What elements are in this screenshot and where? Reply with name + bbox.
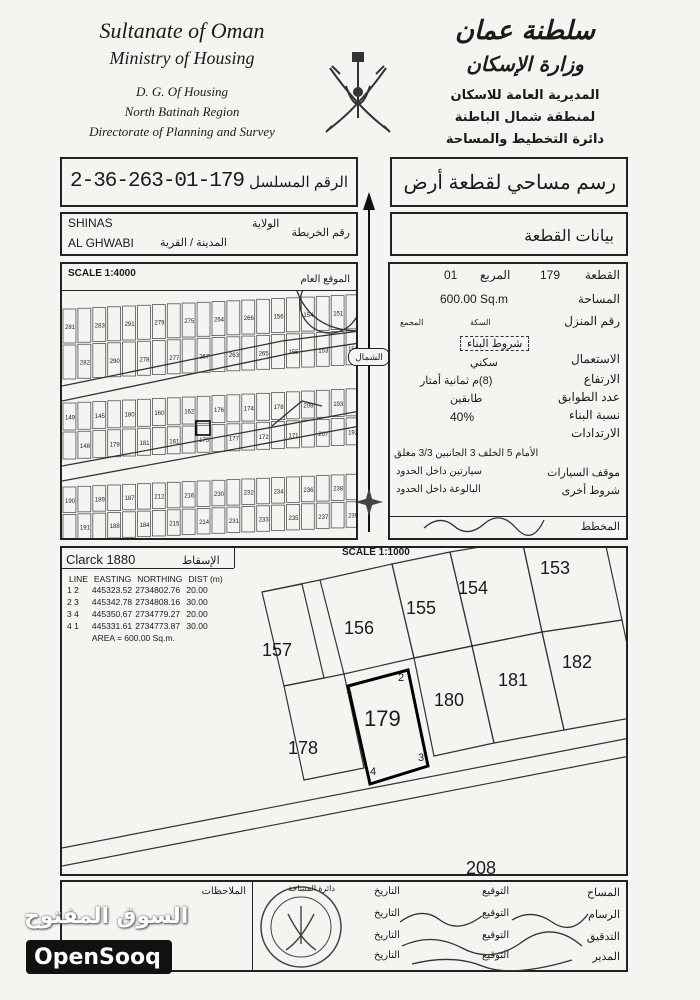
site-map-lot-label: 208 bbox=[303, 403, 314, 410]
site-map-lot-label: 234 bbox=[273, 489, 284, 496]
site-map-lot-label: 264 bbox=[214, 317, 225, 324]
notes-label: الملاحظات bbox=[201, 886, 246, 897]
site-map-parcel bbox=[197, 481, 210, 507]
height-value: (8)م ثمانية أمتار bbox=[420, 375, 493, 387]
header-en-sub-2: North Batinah Region bbox=[124, 104, 240, 119]
lot-label: 208 bbox=[466, 858, 497, 876]
corner-2: 2 bbox=[398, 672, 405, 684]
official-stamp bbox=[258, 884, 344, 970]
planner-signature bbox=[420, 512, 550, 536]
plot-data-title-box bbox=[390, 212, 628, 256]
cell: 30.00 bbox=[186, 621, 208, 631]
site-map-parcel bbox=[301, 420, 314, 447]
serial-number-box bbox=[60, 157, 358, 207]
date-col-label: التاريخ bbox=[374, 886, 400, 897]
general-map-title: الموقع العام bbox=[300, 274, 350, 285]
opensooq-logo-text: OpenSooq bbox=[34, 945, 161, 970]
site-map-lot-label: 175 bbox=[199, 437, 210, 444]
site-map-lot-label: 172 bbox=[258, 434, 269, 441]
site-map-lot-label: 267 bbox=[199, 354, 210, 361]
site-map-lot-label: 265 bbox=[258, 351, 269, 358]
coordinate-table-header bbox=[66, 574, 226, 584]
site-map-parcel bbox=[316, 390, 329, 417]
signature-col-label: التوقيع bbox=[482, 950, 510, 961]
site-map-lot-label: 212 bbox=[154, 494, 165, 501]
lot-label: 178 bbox=[288, 738, 319, 758]
document-title: رسم مساحي لقطعة أرض bbox=[403, 172, 616, 194]
projection-label: الإسقاط bbox=[182, 555, 220, 567]
site-map-lot-label: 174 bbox=[243, 406, 254, 413]
site-map-lot-label: 160 bbox=[154, 411, 165, 418]
site-map-parcel bbox=[182, 509, 195, 535]
site-map-lot-label: 188 bbox=[109, 524, 120, 531]
area-value: 600.00 Sq.m bbox=[440, 292, 509, 306]
site-map-lot-label: 153 bbox=[318, 348, 329, 355]
lot-label: 155 bbox=[406, 598, 437, 618]
header-en-ministry: Ministry of Housing bbox=[109, 48, 255, 68]
site-map-parcel bbox=[242, 506, 255, 532]
site-map-parcel bbox=[123, 429, 136, 456]
site-map-lot-label: 281 bbox=[65, 325, 76, 331]
cell: 2734779.27 bbox=[135, 609, 181, 619]
site-map-lot-label: 148 bbox=[79, 443, 90, 450]
site-map-parcel bbox=[212, 508, 225, 534]
site-map-parcel bbox=[197, 302, 210, 336]
corner-4: 4 bbox=[370, 766, 377, 778]
plot-number-value: 179 bbox=[540, 268, 561, 282]
table-row bbox=[66, 632, 226, 644]
area-label: المساحة bbox=[577, 292, 620, 306]
parking-value: سيارتين داخل الحدود bbox=[396, 466, 483, 477]
site-map-lot-label: 266 bbox=[243, 316, 254, 323]
site-map-parcel bbox=[108, 485, 121, 511]
signature-col-label: التوقيع bbox=[482, 930, 510, 941]
drafter-label: الرسام bbox=[588, 909, 620, 921]
plot-number-label: القطعة bbox=[584, 268, 620, 282]
general-map-scale: SCALE 1:4000 bbox=[68, 268, 136, 279]
col-northing: NORTHING bbox=[137, 574, 183, 584]
site-map-lot-label: 187 bbox=[124, 496, 135, 503]
header-ar-sub-2: لمنطقة شمال الباطنة bbox=[454, 110, 596, 125]
col-line: LINE bbox=[69, 574, 88, 584]
site-map-lot-label: 215 bbox=[169, 521, 180, 528]
block-value: 01 bbox=[444, 268, 458, 282]
checker-label: التدقيق bbox=[586, 931, 620, 943]
site-map-parcel bbox=[167, 304, 180, 338]
site-map-lot-label: 156 bbox=[273, 314, 284, 321]
site-map-lot-label: 193 bbox=[333, 402, 344, 409]
surveyor-label: المساح bbox=[586, 887, 620, 899]
director-label: المدير bbox=[592, 951, 620, 963]
site-map-parcel bbox=[331, 332, 344, 366]
site-map-parcel bbox=[272, 335, 285, 369]
site-map-parcel bbox=[78, 486, 91, 512]
coordinate-table bbox=[66, 574, 226, 644]
header-en-sub-3: Directorate of Planning and Survey bbox=[89, 124, 275, 139]
site-map-parcel bbox=[287, 477, 300, 503]
site-map-parcel bbox=[272, 505, 285, 531]
site-map-parcel bbox=[242, 336, 255, 370]
table-row bbox=[66, 620, 226, 632]
header-ar-title: سلطنة عمان bbox=[454, 16, 596, 46]
site-map-lot-label: 232 bbox=[243, 490, 254, 497]
site-map-lot-label: 282 bbox=[79, 360, 90, 367]
floors-value: طابقين bbox=[450, 393, 483, 405]
table-row bbox=[66, 596, 226, 608]
site-map-parcel bbox=[227, 301, 240, 335]
site-map-parcel bbox=[93, 513, 106, 539]
site-map-lot-label: 155 bbox=[288, 349, 299, 356]
site-map-lot-label: 283 bbox=[94, 323, 105, 330]
site-map-lot-label: 179 bbox=[109, 442, 120, 449]
cell: 30.00 bbox=[186, 597, 208, 607]
site-map-parcel bbox=[78, 308, 91, 342]
date-col-label: التاريخ bbox=[374, 930, 400, 941]
header-ar-ministry: وزارة الإسكان bbox=[466, 52, 584, 76]
building-conditions-title: شروط البناء bbox=[460, 336, 529, 351]
use-value: سكني bbox=[470, 357, 498, 369]
site-map-lot-label: 191 bbox=[79, 525, 90, 532]
map-number-label: رقم الخريطة bbox=[291, 227, 350, 239]
setbacks-value: الأمام 5 الخلف 3 الجانبين 3/3 مغلق bbox=[394, 448, 539, 459]
col-easting: EASTING bbox=[93, 574, 132, 584]
parking-label: موقف السيارات bbox=[547, 467, 620, 479]
lot-label: 157 bbox=[262, 640, 293, 660]
site-map-parcel bbox=[152, 510, 165, 536]
site-map-lot-label: 291 bbox=[124, 322, 135, 329]
detail-plan-scale: SCALE 1:1000 bbox=[342, 547, 410, 558]
site-map-parcel bbox=[138, 484, 151, 510]
subject-plot-label: 179 bbox=[364, 706, 401, 731]
site-map-lot-label: 277 bbox=[169, 355, 180, 362]
cell: 3 4 bbox=[67, 609, 79, 619]
serial-number-label: الرقم المسلسل bbox=[249, 174, 348, 191]
site-map-lot-label: 235 bbox=[288, 516, 299, 523]
other-conditions-label: شروط أخرى bbox=[561, 485, 620, 497]
site-map-parcel bbox=[167, 398, 180, 425]
lot-label: 181 bbox=[498, 670, 529, 690]
lot-label: 156 bbox=[344, 618, 375, 638]
area-total: AREA = 600.00 Sq.m. bbox=[91, 633, 175, 643]
site-map-parcel bbox=[123, 512, 136, 538]
detail-plan bbox=[60, 546, 628, 876]
site-map-lot-label: 161 bbox=[169, 439, 180, 446]
site-map-lot-label: 263 bbox=[228, 352, 239, 359]
site-map-lot-label: 231 bbox=[228, 518, 239, 525]
north-label: الشمال bbox=[348, 348, 390, 366]
complex-label: المجمع bbox=[400, 318, 424, 327]
floors-label: عدد الطوابق bbox=[558, 390, 620, 404]
site-map-parcel bbox=[93, 431, 106, 458]
site-map-lot-label: 171 bbox=[288, 433, 299, 440]
site-map-parcel bbox=[287, 298, 300, 332]
cell: 2734773.87 bbox=[135, 621, 181, 631]
cell: 2734802.76 bbox=[135, 585, 181, 595]
site-map-lot-label: 230 bbox=[214, 492, 225, 499]
lot-label: 182 bbox=[562, 652, 593, 672]
site-map-drawing bbox=[62, 291, 358, 540]
village-value: AL GHWABI bbox=[68, 236, 134, 250]
site-map-lot-label: 178 bbox=[273, 405, 284, 412]
building-ratio-value: 40% bbox=[450, 410, 475, 424]
header-ar-sub-1: المديرية العامة للاسكان bbox=[450, 88, 600, 103]
cell: 1 2 bbox=[67, 585, 79, 595]
height-label: الارتفاع bbox=[583, 372, 620, 386]
site-map-lot-label: 189 bbox=[94, 497, 105, 504]
other-conditions-value: البالوعة داخل الحدود bbox=[396, 484, 481, 495]
datum-label: Clarck 1880 bbox=[66, 552, 136, 567]
site-map-lot-label: 190 bbox=[65, 498, 76, 505]
site-map-lot-label: 216 bbox=[184, 493, 195, 500]
cell: 20.00 bbox=[186, 585, 208, 595]
plot-info-box bbox=[388, 262, 628, 540]
corner-1: 1 bbox=[346, 684, 353, 696]
site-map-lot-label: 236 bbox=[303, 488, 314, 495]
watermark-arabic: السوق المفتوح bbox=[24, 904, 189, 929]
site-map-lot-label: 278 bbox=[139, 357, 150, 364]
site-map-lot-label: 180 bbox=[124, 412, 135, 419]
table-row bbox=[66, 584, 226, 596]
house-number-label: رقم المنزل bbox=[564, 314, 620, 328]
lot-label: 153 bbox=[540, 558, 571, 578]
site-map-lot-label: 145 bbox=[94, 414, 105, 421]
header-ar-sub-3: دائرة التخطيط والمساحة bbox=[445, 132, 605, 147]
signature-col-label: التوقيع bbox=[482, 886, 510, 897]
table-row bbox=[66, 608, 226, 620]
site-map-lot-label: 181 bbox=[139, 440, 150, 447]
site-map-parcel bbox=[63, 432, 76, 459]
site-map-parcel bbox=[63, 515, 76, 541]
site-map-lot-label: 238 bbox=[333, 486, 344, 493]
site-map-parcel bbox=[108, 401, 121, 428]
site-map-parcel bbox=[167, 482, 180, 508]
handwritten-signatures bbox=[392, 902, 592, 972]
site-map-parcel bbox=[227, 480, 240, 506]
cell: 2734808.16 bbox=[135, 597, 181, 607]
site-map-parcel bbox=[257, 478, 270, 504]
stamp-text: دائرة المساحة bbox=[288, 884, 335, 893]
site-map-parcel bbox=[152, 341, 165, 375]
header-en-sub-1: D. G. Of Housing bbox=[135, 84, 229, 99]
date-col-label: التاريخ bbox=[374, 908, 400, 919]
site-map-lot-label: 275 bbox=[184, 319, 195, 326]
site-map-lot-label: 279 bbox=[154, 320, 165, 327]
north-arrow-icon bbox=[352, 192, 386, 542]
site-map-parcel bbox=[316, 476, 329, 502]
site-map-lot-label: 177 bbox=[228, 436, 239, 443]
site-map-lot-label: 176 bbox=[214, 408, 225, 415]
cell: 4 1 bbox=[67, 621, 79, 631]
general-site-map bbox=[60, 262, 358, 540]
use-label: الاستعمال bbox=[571, 352, 620, 366]
block-label: المربع bbox=[480, 268, 511, 282]
site-map-parcel bbox=[138, 305, 151, 339]
site-map-parcel bbox=[301, 504, 314, 529]
signature-col-label: التوقيع bbox=[482, 908, 510, 919]
cell: 445342.78 bbox=[91, 597, 133, 607]
opensooq-badge bbox=[26, 940, 172, 974]
village-label: المدينة / القرية bbox=[160, 237, 227, 249]
lot-label: 154 bbox=[458, 578, 489, 598]
site-map-parcel bbox=[78, 402, 91, 429]
site-map-lot-label: 290 bbox=[109, 358, 120, 365]
site-map-parcel bbox=[331, 419, 344, 446]
cell: 445331.61 bbox=[91, 621, 133, 631]
site-map-lot-label: 207 bbox=[318, 431, 329, 438]
cell: 2 3 bbox=[67, 597, 79, 607]
document-title-box bbox=[390, 157, 628, 207]
site-map-parcel bbox=[197, 396, 210, 423]
header-en-title: Sultanate of Oman bbox=[99, 18, 265, 43]
site-map-lot-label: 162 bbox=[184, 409, 195, 416]
col-distance: DIST (m) bbox=[188, 574, 223, 584]
site-map-parcel bbox=[227, 395, 240, 422]
site-map-lot-label: 151 bbox=[333, 311, 344, 318]
cell: 445323.52 bbox=[91, 585, 133, 595]
site-map-parcel bbox=[152, 428, 165, 455]
national-emblem-icon bbox=[318, 48, 398, 140]
site-map-lot-label: 239 bbox=[348, 513, 359, 520]
serial-number-value: 2-36-263-01-179 bbox=[70, 170, 245, 193]
wilayat-value: SHINAS bbox=[68, 216, 113, 230]
site-map-lot-label: 192 bbox=[348, 430, 359, 437]
cell: 20.00 bbox=[186, 609, 208, 619]
site-map-lot-label: 184 bbox=[139, 522, 150, 529]
site-map-parcel bbox=[138, 399, 151, 426]
building-ratio-label: نسبة البناء bbox=[569, 408, 620, 422]
cell: 445350.67 bbox=[91, 609, 133, 619]
site-map-lot-label: 149 bbox=[65, 415, 76, 422]
site-map-parcel bbox=[63, 345, 76, 379]
site-map-parcel bbox=[93, 344, 106, 378]
site-map-lot-label: 237 bbox=[318, 514, 329, 521]
site-map-parcel bbox=[182, 339, 195, 373]
site-map-parcel bbox=[257, 299, 270, 333]
date-col-label: التاريخ bbox=[374, 950, 400, 961]
setbacks-label: الارتدادات bbox=[571, 426, 620, 440]
site-map-lot-label: 233 bbox=[258, 517, 269, 524]
planner-label: المخطط bbox=[580, 521, 620, 533]
plot-data-title: بيانات القطعة bbox=[524, 228, 614, 245]
site-map-parcel bbox=[331, 502, 344, 528]
location-box bbox=[60, 212, 358, 256]
site-map-parcel bbox=[182, 426, 195, 453]
street-label: السكة bbox=[470, 318, 491, 327]
site-map-parcel bbox=[257, 393, 270, 420]
site-map-lot-label: 214 bbox=[199, 520, 210, 527]
site-map-parcel bbox=[108, 307, 121, 341]
corner-3: 3 bbox=[418, 752, 425, 764]
wilayat-label: الولاية bbox=[252, 218, 280, 230]
lot-label: 180 bbox=[434, 690, 465, 710]
site-map-lot-label: 154 bbox=[303, 313, 314, 320]
